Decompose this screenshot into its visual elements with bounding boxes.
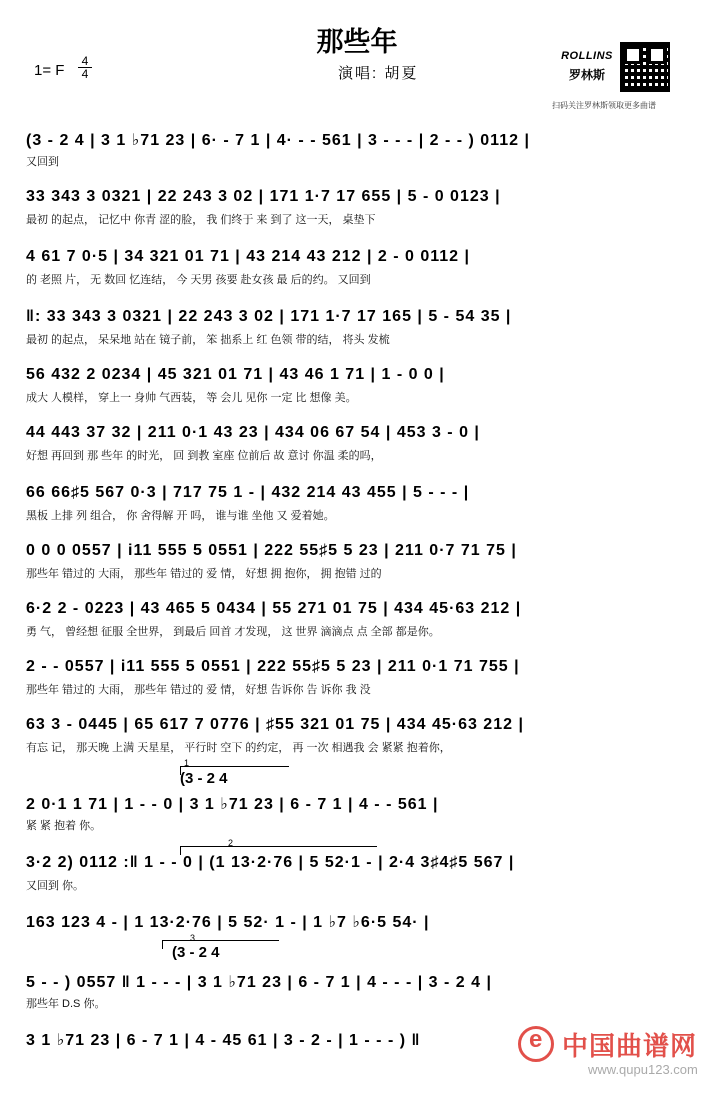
lyrics-line: 又回到 你。 (26, 880, 85, 892)
lyrics-line: 那些年 D.S 你。 (26, 998, 106, 1010)
notes-line: 5 - - ) 0557 ‖ 1 - - - | 3 1 ♭71 23 | 6 - 7 1 | 4 - - - | 3 - 2 4 | (26, 974, 492, 991)
notes-line: 3 1 ♭71 23 | 6 - 7 1 | 4 - 45 61 | 3 - 2 - | 1 - - - ) ‖ (26, 1032, 421, 1049)
notes-line: 4 61 7 0·5 | 34 321 01 71 | 43 214 43 212 | 2 - 0 0112 | (26, 248, 470, 265)
lyrics-line: 的 老照 片， 无 数回 忆连结， 今 天男 孩要 赴女孩 最 后的约。 又回到 (26, 274, 371, 286)
brand-name: ROLLINS (561, 50, 613, 62)
notes-line: 6·2 2 - 0223 | 43 465 5 0434 | 55 271 01 75 | 434 45·63 212 | (26, 600, 522, 617)
notes-line: 56 432 2 0234 | 45 321 01 71 | 43 46 1 71 | 1 - 0 0 | (26, 366, 445, 383)
time-signature (78, 55, 92, 80)
notes-line: 3·2 2) 0112 :‖ 1 - - 0 | (1 13·2·76 | 5 52·1 - | 2·4 3♯4♯5 567 | (26, 854, 515, 871)
lyrics-line: 紧 紧 抱着 你。 (26, 820, 102, 832)
notes-line: 163 123 4 - | 1 13·2·76 | 5 52· 1 - | 1 ♭7 ♭6·5 54· | (26, 914, 430, 931)
volta-number-2: 2 (228, 838, 234, 848)
notes-line: 0 0 0 0557 | i11 555 5 0551 | 222 55♯5 5 23 | 211 0·7 71 75 | (26, 542, 517, 559)
lyrics-line: 有忘 记， 那天晚 上满 天星星， 平行时 空下 的约定， 再 一次 相遇我 会 紧紧 抱着你， (26, 742, 451, 754)
site-watermark (518, 1020, 708, 1090)
notes-line: 66 66♯5 567 0·3 | 717 75 1 - | 432 214 43 455 | 5 - - - | (26, 484, 470, 501)
time-top: 4 (81, 54, 89, 68)
qr-caption: 扫码关注罗林斯领取更多曲谱 (552, 101, 656, 110)
lyrics-line: 黑板 上排 列 组合， 你 舍得解 开 吗， 谁与谁 坐他 又 爱着她。 (26, 510, 335, 522)
singer-credit: 演唱: 胡夏 (338, 65, 419, 82)
lyrics-line: 又回到 (26, 156, 59, 168)
notes-line: 2 0·1 1 71 | 1 - - 0 | 3 1 ♭71 23 | 6 - 7 1 | 4 - - 561 | (26, 796, 439, 813)
site-logo-icon (518, 1026, 554, 1062)
notes-line: 63 3 - 0445 | 65 617 7 0776 | ♯55 321 01 75 | 434 45·63 212 | (26, 716, 524, 733)
notes-line: 44 443 37 32 | 211 0·1 43 23 | 434 06 67 54 | 453 3 - 0 | (26, 424, 480, 441)
time-bottom: 4 (78, 67, 92, 80)
lyrics-line: 最初 的起点， 记忆中 你青 涩的脸， 我 们终于 来 到了 这一天， 桌垫下 (26, 214, 376, 226)
brand-name-cn: 罗林斯 (568, 68, 605, 82)
notes-line: (3 - 2 4 | 3 1 ♭71 23 | 6· - 7 1 | 4· - - 561 | 3 - - - | 2 - - ) 0112 | (26, 132, 530, 149)
qr-code-icon (620, 42, 670, 92)
lyrics-line: 最初 的起点， 呆呆地 站在 镜子前， 笨 拙系上 红 色领 带的结， 将头 发梳 (26, 334, 390, 346)
volta-number-1: 1 (184, 758, 190, 768)
page-title: 那些年 (316, 27, 398, 58)
notes-line: 33 343 3 0321 | 22 243 3 02 | 171 1·7 17 655 | 5 - 0 0123 | (26, 188, 501, 205)
watermark-url: www.qupu123.com (588, 1062, 698, 1077)
volta-content-3: (3 - 2 4 (172, 944, 220, 961)
lyrics-line: 那些年 错过的 大雨， 那些年 错过的 爱 情， 好想 告诉你 告 诉你 我 没 (26, 684, 371, 696)
lyrics-line: 勇 气， 曾经想 征服 全世界， 到最后 回首 才发现， 这 世界 滴滴点 点 全部 都是你。 (26, 626, 440, 638)
lyrics-line: 成大 人模样， 穿上一 身帅 气西装， 等 会儿 见你 一定 比 想像 美。 (26, 392, 357, 404)
lyrics-line: 好想 再回到 那 些年 的时光， 回 到教 室座 位前后 故 意讨 你温 柔的吗， (26, 450, 382, 462)
notes-line: 2 - - 0557 | i11 555 5 0551 | 222 55♯5 5 23 | 211 0·1 71 755 | (26, 658, 520, 675)
lyrics-line: 那些年 错过的 大雨， 那些年 错过的 爱 情， 好想 拥 抱你， 拥 抱错 过的 (26, 568, 382, 580)
brand-logo (552, 50, 622, 83)
key-signature: 1= F (34, 62, 65, 79)
volta-content-1: (3 - 2 4 (180, 770, 228, 787)
volta-number-3: 3 (190, 933, 196, 943)
notes-line: ‖: 33 343 3 0321 | 22 243 3 02 | 171 1·7 17 165 | 5 - 54 35 | (26, 308, 512, 325)
watermark-text: 中国曲谱网 (562, 1032, 698, 1062)
